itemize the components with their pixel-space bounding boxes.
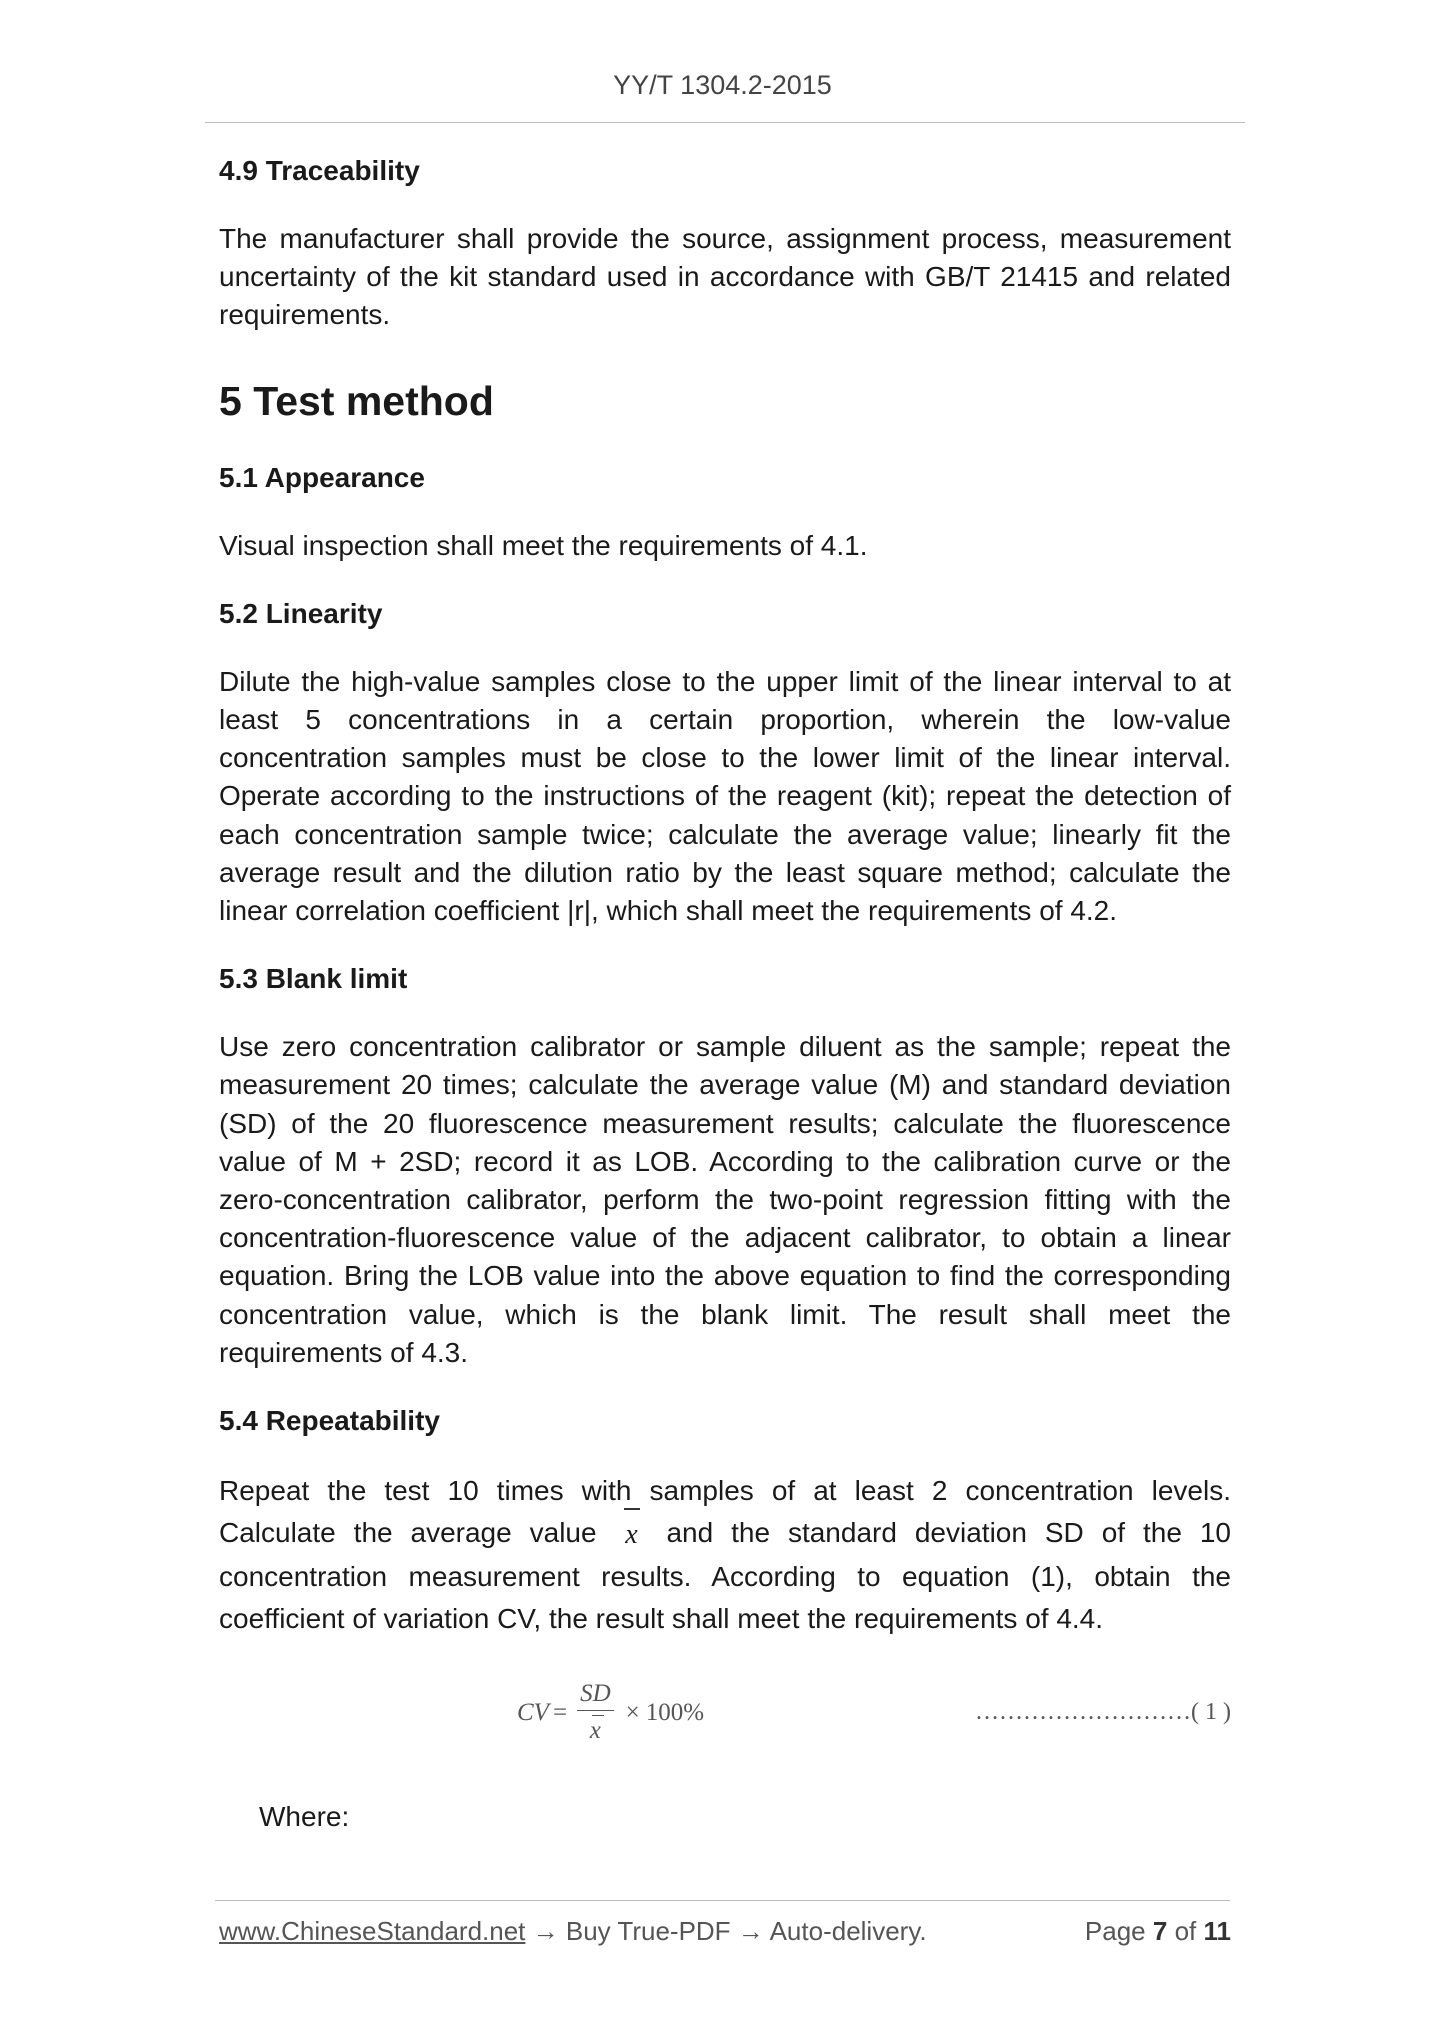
eq-lhs: CV xyxy=(517,1698,549,1726)
cv-formula xyxy=(517,1668,704,1758)
paragraph-5-2: Dilute the high-value samples close to the upper limit of the linear interval to at least 5 concentrations in a certain proportion, wherein the low-value concentration samples must be close to the lower limit of the linear interval. Operate according to the instructions of the reagent (kit); repeat the detection of each concentration sample twice; calculate the average value; linearly fit the average result and the dilution ratio by the least square method; calculate the linear correlation coefficient |r|, which shall meet the requirements of 4.2. xyxy=(219,665,1231,927)
equation-1 xyxy=(219,1668,1231,1758)
footer xyxy=(219,1916,1231,1947)
heading-5-2: 5.2 Linearity xyxy=(219,597,383,629)
eq-fraction xyxy=(577,1680,614,1745)
header-divider xyxy=(205,122,1245,123)
page-current: 7 xyxy=(1152,1916,1168,1946)
eq-number-label: ( 1 ) xyxy=(1191,1699,1231,1726)
paragraph-5-1: Visual inspection shall meet the requirements of 4.1. xyxy=(219,529,868,561)
eq-denominator-letter: x xyxy=(589,1717,601,1745)
x-bar-letter: x xyxy=(625,1518,638,1550)
page-of: of xyxy=(1174,1916,1197,1946)
footer-buy-text: → Buy True-PDF xyxy=(525,1916,738,1946)
equation-number xyxy=(975,1668,1231,1758)
eq-leader-dots: ……………………… xyxy=(975,1699,1192,1726)
website-link[interactable]: www.ChineseStandard.net xyxy=(219,1916,526,1946)
paragraph-5-4 xyxy=(219,1470,1231,1640)
page-content xyxy=(219,152,1231,1836)
eq-percent: 100% xyxy=(645,1698,705,1726)
heading-5: 5 Test method xyxy=(219,377,494,424)
paragraph-5-4-part2: and the standard deviation SD of the 10 concentration measurement results. According to equation (1), obtain the coefficient of variation CV, the result shall meet the requirements of 4.4. xyxy=(219,1517,1231,1634)
page-total: 11 xyxy=(1203,1916,1231,1946)
heading-4-9: 4.9 Traceability xyxy=(219,155,420,186)
footer-delivery-text: → Auto-delivery. xyxy=(737,1916,927,1946)
heading-5-4: 5.4 Repeatability xyxy=(219,1405,440,1437)
heading-5-1: 5.1 Appearance xyxy=(219,461,425,493)
paragraph-5-3: Use zero concentration calibrator or sample diluent as the sample; repeat the measurement 20 times; calculate the average value (M) and standard deviation (SD) of the 20 fluorescence measurement results; calculate the fluorescence value of M + 2SD; record it as LOB. According to the calibration curve or the zero-concentration calibrator, perform the two-point regression fitting with the concentration-fluorescence value of the adjacent calibrator, to obtain a linear equation. Bring the LOB value into the above equation to find the corresponding concentration value, which is the blank limit. The result shall meet the requirements of 4.3. xyxy=(219,1031,1231,1368)
document-code: YY/T 1304.2-2015 xyxy=(613,70,832,100)
page-label: Page xyxy=(1084,1916,1146,1946)
eq-times: × xyxy=(625,1698,640,1726)
paragraph-5-4-part1: Repeat the test 10 times with samples of at least 2 concentration levels. Calculate the average value xyxy=(219,1475,1231,1549)
eq-equals: = xyxy=(552,1698,568,1726)
eq-denominator xyxy=(590,1711,601,1745)
footer-divider xyxy=(215,1900,1230,1901)
paragraph-4-9: The manufacturer shall provide the source, assignment process, measurement uncertainty of the kit standard used in accordance with GB/T 21415 and related requirements. xyxy=(219,223,1231,331)
x-bar-symbol xyxy=(615,1514,649,1556)
eq-numerator: SD xyxy=(577,1680,614,1711)
where-label: Where: xyxy=(259,1800,350,1832)
heading-5-3: 5.3 Blank limit xyxy=(219,963,408,995)
page-indicator xyxy=(1085,1916,1231,1947)
